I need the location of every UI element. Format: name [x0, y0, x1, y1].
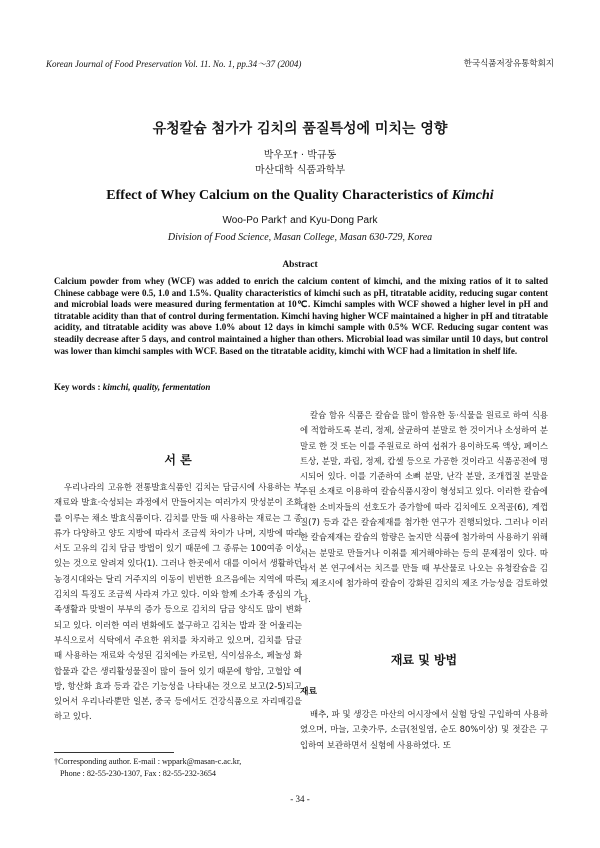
title-english-main: Effect of Whey Calcium on the Quality Characteristics of	[106, 188, 452, 203]
title-english-italic: Kimchi	[451, 188, 494, 203]
affiliation-english: Division of Food Science, Masan College, Masan 630-729, Korea	[167, 232, 433, 243]
intro-paragraph-1: 우리나라의 고유한 전통발효식품인 김치는 담금시에 사용하는 부재료와 발효·숙성되는 과정에서 만들어지는 여러가지 맛성분이 조화를 이루는 채소 발효식품이다. 김치를 만들 때 사용하는 재료는 그 종류가 다양하고 양도 지방에 따라서 조금씩 차이가 나며, 지방에 따라서도 고유의 김치 담금 방법이 있기 때문에 그 종류는 100여종 이상 있는 것으로 알려져 있다(1). 그러나 한곳에서 대를 이어서 생활하던 농경시대와는 달리 거주지의 이동이 빈번한 요즈음에는 지역에 따른 김치의 특징도 조금씩 사라져 가고 있다. 이와 함께 소가족 중심의 가족생활과 맞벌이 부부의 증가 등으로 김치의 담금 양식도 많이 변화되고 있다. 이러한 여러 변화에도 불구하고 김치는 밥과 잘 어울리는 부식으로서 식탁에서 주요한 위치를 차지하고 있으며, 김치를 담글 때 사용하는 재료와 숙성된 김치에는 카로틴, 식이섬유소, 페놀성 화합물과 같은 생리활성물질이 많이 들어 있기 때문에 항암, 고혈압 예방, 항산화 효과 등과 같은 기능성을 나타내는 것으로 보고(2-5)되고 있어서 우리나라뿐만 일본, 중국 등에서도 건강식품으로 자리매김을 하고 있다.	[54, 482, 302, 722]
journal-citation: Korean Journal of Food Preservation Vol. 11. No. 1, pp.34～37 (2004)	[46, 59, 302, 69]
footnote-divider	[54, 752, 174, 753]
title-korean: 유청칼슘 첨가가 김치의 품질특성에 미치는 영향	[152, 121, 448, 137]
materials-paragraph: 배추, 파 및 생강은 마산의 어시장에서 실험 당일 구입하여 사용하였으며, 마늘, 고춧가루, 소금(천일염, 순도 80%이상) 및 젓갈은 구입하여 보관하면서 실험에 사용하였다. 또	[300, 709, 548, 750]
keywords-terms: kimchi, quality, fermentation	[102, 382, 211, 392]
footnote-line-1: †Corresponding author. E-mail : wppark@masan-c.ac.kr,	[54, 757, 242, 766]
affiliation-korean: 마산대학 식품과학부	[254, 165, 346, 176]
running-head	[46, 57, 554, 70]
methods-heading: 재료 및 방법	[390, 653, 458, 667]
title-english	[0, 188, 600, 204]
footnote-line-2: Phone : 82-55-230-1307, Fax : 82-55-232-3654	[60, 769, 217, 778]
authors-english: Woo-Po Park† and Kyu-Dong Park	[222, 215, 378, 226]
page-number: - 34 -	[290, 794, 310, 804]
authors-korean: 박우포† · 박규동	[263, 150, 337, 161]
corresponding-author-footnote	[54, 756, 304, 780]
intro-paragraph-2: 칼슘 함유 식품은 칼슘을 많이 함유한 동·식물을 원료로 하여 식용에 적합하도록 분리, 정제, 살균하여 분말로 한 것이거나 소성하여 분말로 한 것 또는 이를 주원료로 하여 섭취가 용이하도록 액상, 페이스트상, 분말, 과립, 정제, 캅셀 등으로 가공한 것이라고 식품공전에 명시되어 있다. 이를 기준하여 소뼈 분말, 난각 분말, 조개껍질 분말을 주된 소재로 이용하여 칼슘식품시장이 형성되고 있다. 이러한 칼슘에 대한 소비자들의 선호도가 증가함에 따라 김치에도 오적골(6), 계껍질(7) 등과 같은 칼슘제재를 첨가한 연구가 진행되었다. 그러나 이러한 칼슘제재는 칼슘의 함량은 높지만 식품에 첨가하여 사용하기 위해서는 분말로 만들거나 이취를 제거해야하는 등의 문제점이 있다. 따라서 본 연구에서는 치즈를 만들 때 부산물로 나오는 유청칼슘을 김치 제조시에 첨가하여 칼슘이 강화된 김치의 제조 가능성을 검토하였다.	[300, 410, 548, 604]
society-name: 한국식품저장유통학회지	[463, 59, 554, 69]
abstract-heading: Abstract	[282, 260, 318, 270]
materials-subheading: 재료	[300, 687, 317, 697]
intro-heading: 서 론	[164, 453, 192, 467]
abstract-text: Calcium powder from whey (WCF) was added to enrich the calcium content of kimchi, and the mixing ratios of it to salted Chinese cabbage were 0.5, 1.0 and 1.5%. Quality characteristics of kimchi such as pH, titratable acidity, reducing sugar content and microbial loads were measured during fermentation at 10℃. Kimchi samples with WCF showed a higher level in pH and titratable acidity than that of control during fermentation. Kimchi having higher WCF maintained a higher in pH and titratable acidity, and titratable acidity was above 1.0% about 12 days in kimchi sample with 0.5% WCF. Reducing sugar content was steadily decrease after 5 days, and control maintained a higher than others. Microbial load was similar until 10 days, but control was lower than kimchi samples with WCF. Based on the titratable acidity, kimchi with WCF had a limitation in shelf life.	[54, 276, 548, 356]
keywords	[54, 382, 210, 392]
keywords-label: Key words :	[54, 382, 103, 392]
